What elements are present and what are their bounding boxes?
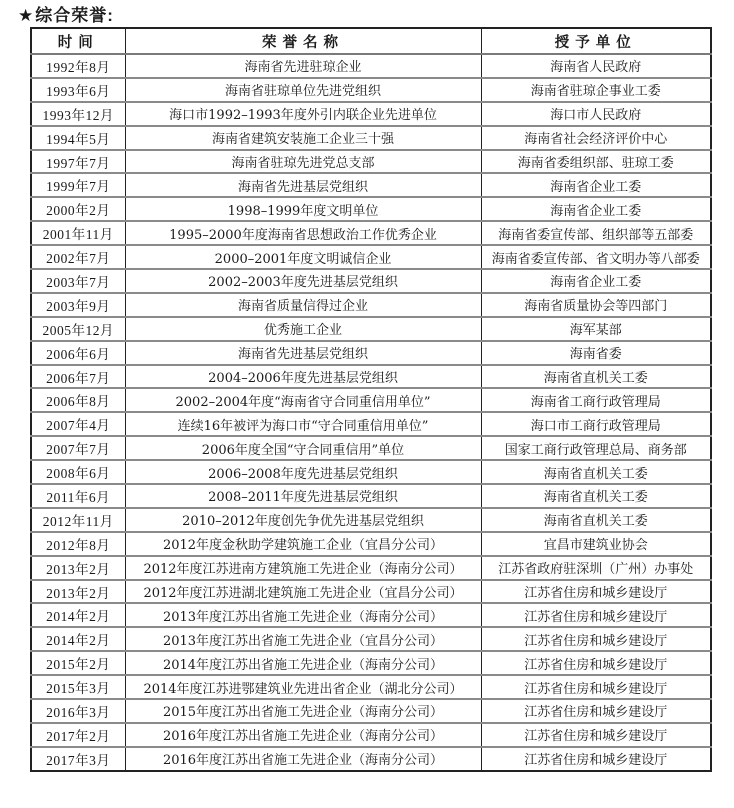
cell-honor: 2013年度江苏出省施工先进企业（宜昌分公司） <box>125 627 481 651</box>
honors-table <box>30 27 712 772</box>
cell-date: 1999年7月 <box>31 173 125 197</box>
cell-honor: 连续16年被评为海口市“守合同重信用单位” <box>125 412 481 436</box>
star-icon: ★ <box>18 6 35 25</box>
table-row <box>31 580 711 604</box>
cell-honor: 2006年度全国“守合同重信用”单位 <box>125 436 481 460</box>
cell-honor: 1998–1999年度文明单位 <box>125 197 481 221</box>
table-row <box>31 126 711 150</box>
cell-date: 2007年7月 <box>31 436 125 460</box>
cell-date: 2011年6月 <box>31 484 125 508</box>
cell-date: 2008年6月 <box>31 460 125 484</box>
table-body <box>31 54 711 771</box>
table-row <box>31 532 711 556</box>
cell-honor: 2012年度金秋助学建筑施工企业（宜昌分公司） <box>125 532 481 556</box>
cell-honor: 海南省先进驻琼企业 <box>125 54 481 78</box>
cell-date: 2000年2月 <box>31 197 125 221</box>
cell-date: 1994年5月 <box>31 126 125 150</box>
cell-unit: 海南省人民政府 <box>481 54 711 78</box>
table-row <box>31 341 711 365</box>
cell-date: 1997年7月 <box>31 150 125 174</box>
cell-date: 2017年3月 <box>31 747 125 771</box>
cell-honor: 2013年度江苏出省施工先进企业（海南分公司） <box>125 603 481 627</box>
table-row <box>31 317 711 341</box>
cell-unit: 江苏省住房和城乡建设厅 <box>481 723 711 747</box>
cell-date: 2005年12月 <box>31 317 125 341</box>
cell-date: 2003年7月 <box>31 269 125 293</box>
cell-date: 2012年11月 <box>31 508 125 532</box>
section-title <box>18 1 114 26</box>
cell-honor: 2014年度江苏出省施工先进企业（海南分公司） <box>125 651 481 675</box>
table-row <box>31 436 711 460</box>
cell-unit: 海南省企业工委 <box>481 269 711 293</box>
table-row <box>31 221 711 245</box>
cell-unit: 海南省社会经济评价中心 <box>481 126 711 150</box>
cell-unit: 江苏省住房和城乡建设厅 <box>481 627 711 651</box>
cell-unit: 江苏省住房和城乡建设厅 <box>481 603 711 627</box>
table-row <box>31 173 711 197</box>
table-row <box>31 54 711 78</box>
cell-date: 2003年9月 <box>31 293 125 317</box>
cell-honor: 2002–2003年度先进基层党组织 <box>125 269 481 293</box>
cell-unit: 江苏省住房和城乡建设厅 <box>481 699 711 723</box>
cell-honor: 2012年度江苏进南方建筑施工先进企业（海南分公司） <box>125 556 481 580</box>
cell-unit: 江苏省住房和城乡建设厅 <box>481 747 711 771</box>
cell-date: 2013年2月 <box>31 556 125 580</box>
cell-honor: 海南省驻琼先进党总支部 <box>125 150 481 174</box>
cell-date: 1993年12月 <box>31 102 125 126</box>
cell-unit: 江苏省住房和城乡建设厅 <box>481 651 711 675</box>
table-row <box>31 508 711 532</box>
cell-unit: 海南省委宣传部、组织部等五部委 <box>481 221 711 245</box>
cell-unit: 海南省工商行政管理局 <box>481 388 711 412</box>
cell-honor: 海南省驻琼单位先进党组织 <box>125 78 481 102</box>
cell-date: 2001年11月 <box>31 221 125 245</box>
cell-date: 2013年2月 <box>31 580 125 604</box>
cell-unit: 海南省企业工委 <box>481 173 711 197</box>
cell-date: 2006年8月 <box>31 388 125 412</box>
table-row <box>31 484 711 508</box>
cell-unit: 海口市人民政府 <box>481 102 711 126</box>
cell-date: 2007年4月 <box>31 412 125 436</box>
cell-unit: 海军某部 <box>481 317 711 341</box>
cell-honor: 海南省先进基层党组织 <box>125 173 481 197</box>
table-row <box>31 747 711 771</box>
cell-honor: 2014年度江苏进鄂建筑业先进出省企业（湖北分公司） <box>125 675 481 699</box>
cell-unit: 海南省委宣传部、省文明办等八部委 <box>481 245 711 269</box>
table-row <box>31 269 711 293</box>
cell-honor: 海南省建筑安装施工企业三十强 <box>125 126 481 150</box>
cell-unit: 海南省企业工委 <box>481 197 711 221</box>
cell-unit: 海南省直机关工委 <box>481 365 711 389</box>
cell-date: 1993年6月 <box>31 78 125 102</box>
table-row <box>31 150 711 174</box>
cell-date: 2002年7月 <box>31 245 125 269</box>
cell-date: 1992年8月 <box>31 54 125 78</box>
table-row <box>31 651 711 675</box>
table-row <box>31 723 711 747</box>
cell-unit: 海南省委 <box>481 341 711 365</box>
cell-date: 2017年2月 <box>31 723 125 747</box>
table-row <box>31 197 711 221</box>
cell-honor: 优秀施工企业 <box>125 317 481 341</box>
table-row <box>31 556 711 580</box>
table-row <box>31 412 711 436</box>
cell-honor: 1995–2000年度海南省思想政治工作优秀企业 <box>125 221 481 245</box>
cell-unit: 海口市工商行政管理局 <box>481 412 711 436</box>
cell-date: 2015年3月 <box>31 675 125 699</box>
cell-honor: 2004–2006年度先进基层党组织 <box>125 365 481 389</box>
cell-unit: 江苏省住房和城乡建设厅 <box>481 675 711 699</box>
cell-date: 2014年2月 <box>31 603 125 627</box>
table-row <box>31 102 711 126</box>
cell-unit: 江苏省政府驻深圳（广州）办事处 <box>481 556 711 580</box>
cell-date: 2016年3月 <box>31 699 125 723</box>
cell-honor: 2015年度江苏出省施工先进企业（海南分公司） <box>125 699 481 723</box>
table-row <box>31 675 711 699</box>
cell-honor: 2008–2011年度先进基层党组织 <box>125 484 481 508</box>
column-header-unit: 授予单位 <box>481 28 711 54</box>
cell-unit: 海南省直机关工委 <box>481 460 711 484</box>
cell-unit: 海南省驻琼企事业工委 <box>481 78 711 102</box>
table-row <box>31 627 711 651</box>
cell-unit: 海南省委组织部、驻琼工委 <box>481 150 711 174</box>
cell-honor: 2016年度江苏出省施工先进企业（海南分公司） <box>125 747 481 771</box>
cell-unit: 海南省直机关工委 <box>481 508 711 532</box>
cell-date: 2014年2月 <box>31 627 125 651</box>
cell-date: 2006年6月 <box>31 341 125 365</box>
table-row <box>31 388 711 412</box>
cell-honor: 海南省先进基层党组织 <box>125 341 481 365</box>
cell-unit: 国家工商行政管理总局、商务部 <box>481 436 711 460</box>
cell-honor: 2016年度江苏出省施工先进企业（海南分公司） <box>125 723 481 747</box>
cell-unit: 海南省质量协会等四部门 <box>481 293 711 317</box>
table-row <box>31 699 711 723</box>
table-row <box>31 365 711 389</box>
cell-unit: 海南省直机关工委 <box>481 484 711 508</box>
cell-honor: 2006–2008年度先进基层党组织 <box>125 460 481 484</box>
column-header-time: 时间 <box>31 28 125 54</box>
cell-date: 2006年7月 <box>31 365 125 389</box>
column-header-honor: 荣誉名称 <box>125 28 481 54</box>
cell-honor: 2002–2004年度“海南省守合同重信用单位” <box>125 388 481 412</box>
section-title-text: 综合荣誉: <box>35 6 114 25</box>
cell-unit: 宜昌市建筑业协会 <box>481 532 711 556</box>
cell-honor: 海口市1992–1993年度外引内联企业先进单位 <box>125 102 481 126</box>
header-row <box>31 28 711 54</box>
table-row <box>31 603 711 627</box>
table-row <box>31 293 711 317</box>
table-row <box>31 245 711 269</box>
table-row <box>31 78 711 102</box>
cell-unit: 江苏省住房和城乡建设厅 <box>481 580 711 604</box>
cell-date: 2015年2月 <box>31 651 125 675</box>
cell-honor: 2010–2012年度创先争优先进基层党组织 <box>125 508 481 532</box>
cell-date: 2012年8月 <box>31 532 125 556</box>
cell-honor: 海南省质量信得过企业 <box>125 293 481 317</box>
cell-honor: 2012年度江苏进湖北建筑施工先进企业（宜昌分公司） <box>125 580 481 604</box>
table-row <box>31 460 711 484</box>
cell-honor: 2000–2001年度文明诚信企业 <box>125 245 481 269</box>
